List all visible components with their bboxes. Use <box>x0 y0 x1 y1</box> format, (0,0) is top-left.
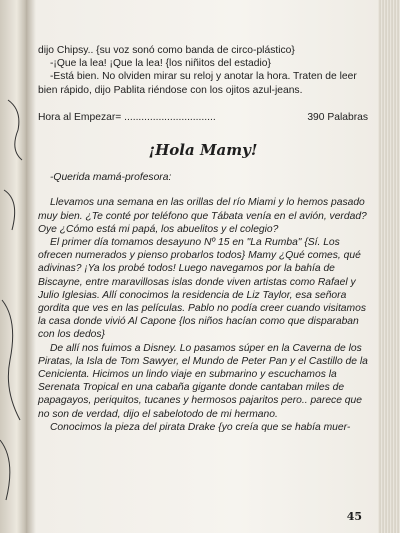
start-time-label: Hora al Empezar= ................................ <box>38 111 216 123</box>
page-number: 45 <box>346 510 362 523</box>
salutation: -Querida mamá-profesora: <box>50 172 172 184</box>
letter-body <box>38 196 368 434</box>
chapter-title: ¡Hola Mamy! <box>148 141 258 160</box>
timer-row <box>38 111 368 124</box>
intro-line: dijo Chipsy.. {su voz sonó como banda de circo-plástico} <box>38 45 295 56</box>
page-stack-edge <box>378 0 400 533</box>
paragraph: De allí nos fuimos a Disney. Lo pasamos súper en la Caverna de los Piratas, la Isla de Tom Sawyer, el Mundo de Peter Pan y el Castillo de la Cenicienta. Hicimos un lindo viaje en submarino y escuchamos la Serenata Tropical en una cabaña gigante donde cantaban miles de papagayos, periquitos, tucanes y hermosos pajaritos pero.. parece que no son de verdad, dijo el sabelotodo de mi hermano. <box>38 342 368 420</box>
paragraph: Llevamos una semana en las orillas del río Miami y lo hemos pasado muy bien. ¿Te conté por teléfono que Tábata venía en el avión, verdad? Oye ¿Cómo está mi papá, los abuelitos y el colegio? <box>38 197 367 235</box>
left-page-edge <box>0 0 28 533</box>
page-content <box>38 44 368 434</box>
paragraph: El primer día tomamos desayuno Nº 15 en "La Rumba" {Sí. Los ofrecen numerados y pienso probarlos todos} Mamy ¿Qué comes, qué adivinas? ¡Ya los probé todos! Luego navegamos por la bahía de Biscayne, entre maravillosas islas donde viven artistas como Rafael y Julio Iglesias. Allí conocimos la residencia de Liz Taylor, esa señora gordita que ves en las películas. Pablo no podía creer cuando visitamos la casa donde vivió Al Capone {los niños hacían como que disparaban con los dedos} <box>38 237 366 341</box>
intro-line: -¡Que la lea! ¡Que la lea! {los niñitos del estadio} <box>50 58 271 70</box>
word-count: 390 Palabras <box>307 111 368 123</box>
illustration-fragment <box>0 0 28 533</box>
intro-line: -Está bien. No olviden mirar su reloj y anotar la hora. Traten de leer bien rápido, dijo Pablita riéndose con los ojitos azul-jeans. <box>38 71 357 96</box>
paragraph: Conocimos la pieza del pirata Drake {yo creía que se había muer- <box>50 421 351 433</box>
book-page <box>26 0 378 533</box>
